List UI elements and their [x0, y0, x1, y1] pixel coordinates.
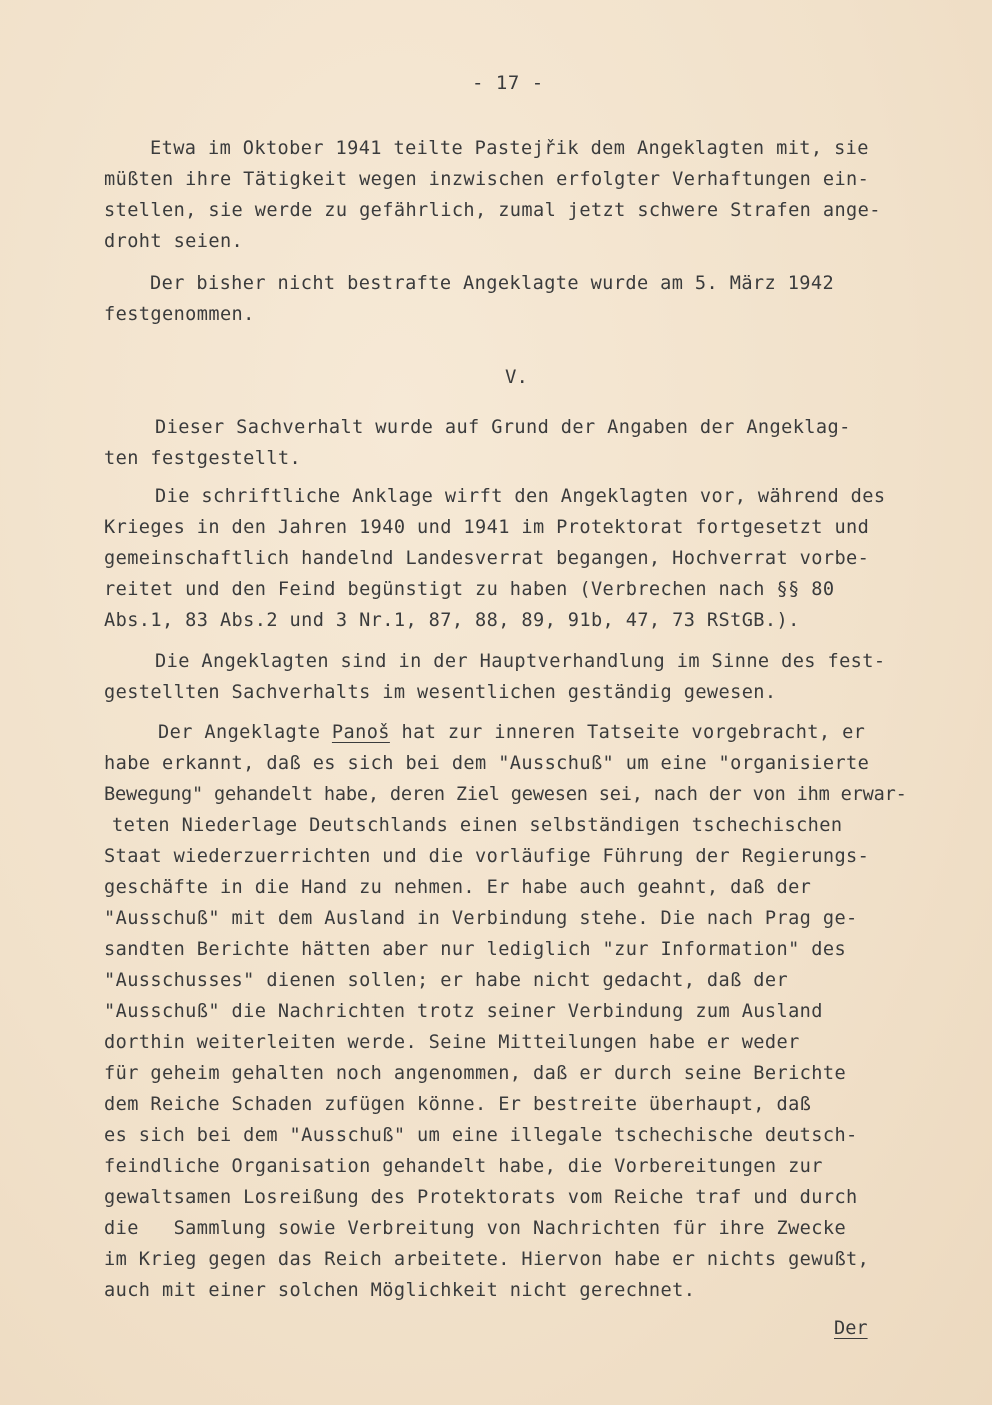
text-line: Bewegung" gehandelt habe, deren Ziel gewesen sei, nach der von ihm erwar- [104, 784, 907, 805]
text-line: Staat wiederzuerrichten und die vorläufige Führung der Regierungs- [104, 846, 870, 867]
defendant-name: Panoš [331, 722, 390, 743]
text-line: Abs.1, 83 Abs.2 und 3 Nr.1, 87, 88, 89, 91b, 47, 73 RStGB.). [104, 610, 800, 631]
text-line: geschäfte in die Hand zu nehmen. Er habe auch geahnt, daß der [104, 877, 812, 898]
text-line: Der bisher nicht bestrafte Angeklagte wurde am 5. März 1942 [150, 273, 835, 294]
text-line: dorthin weiterleiten werde. Seine Mitteilungen habe er weder [104, 1032, 800, 1053]
text-fragment: hat zur inneren Tatseite vorgebracht, er [389, 722, 866, 743]
text-line: droht seien. [104, 231, 244, 252]
text-line: teten Niederlage Deutschlands einen selbständigen tschechischen [112, 815, 843, 836]
text-line: Die schriftliche Anklage wirft den Angeklagten vor, während des [155, 486, 886, 507]
text-line: Krieges in den Jahren 1940 und 1941 im Protektorat fortgesetzt und [104, 517, 870, 538]
text-line: dem Reiche Schaden zufügen könne. Er bestreite überhaupt, daß [104, 1094, 812, 1115]
text-line: gestellten Sachverhalts im wesentlichen geständig gewesen. [104, 682, 777, 703]
page-number: - 17 - [472, 72, 544, 94]
text-line [158, 717, 865, 748]
text-line: "Ausschuß" die Nachrichten trotz seiner Verbindung zum Ausland [104, 1001, 823, 1022]
text-line: auch mit einer solchen Möglichkeit nicht gerechnet. [104, 1280, 696, 1301]
text-line: festgenommen. [104, 304, 255, 325]
catchword: Der [834, 1318, 868, 1339]
text-line: sandten Berichte hätten aber nur lediglich "zur Information" des [104, 939, 847, 960]
text-line: stellen, sie werde zu gefährlich, zumal jetzt schwere Strafen ange- [104, 200, 881, 221]
text-line: die Sammlung sowie Verbreitung von Nachrichten für ihre Zwecke [104, 1218, 847, 1239]
text-line: für geheim gehalten noch angenommen, daß er durch seine Berichte [104, 1063, 847, 1084]
text-line: ten festgestellt. [104, 448, 302, 469]
text-line: Dieser Sachverhalt wurde auf Grund der Angaben der Angeklag- [155, 417, 851, 438]
text-line: Etwa im Oktober 1941 teilte Pastejřik dem Angeklagten mit, sie [150, 138, 869, 159]
text-line: "Ausschusses" dienen sollen; er habe nicht gedacht, daß der [104, 970, 789, 991]
text-line: es sich bei dem "Ausschuß" um eine illegale tschechische deutsch- [104, 1125, 858, 1146]
text-line: gemeinschaftlich handelnd Landesverrat begangen, Hochverrat vorbe- [104, 548, 870, 569]
text-line: im Krieg gegen das Reich arbeitete. Hiervon habe er nichts gewußt, [104, 1249, 870, 1270]
text-line: reitet und den Feind begünstigt zu haben (Verbrechen nach §§ 80 [104, 579, 835, 600]
text-line: gewaltsamen Losreißung des Protektorats vom Reiche traf und durch [104, 1187, 858, 1208]
text-line: feindliche Organisation gehandelt habe, die Vorbereitungen zur [104, 1156, 823, 1177]
text-line: habe erkannt, daß es sich bei dem "Ausschuß" um eine "organisierte [104, 753, 870, 774]
text-fragment: Der Angeklagte [158, 722, 332, 743]
text-line: müßten ihre Tätigkeit wegen inzwischen erfolgter Verhaftungen ein- [104, 169, 870, 190]
text-line: "Ausschuß" mit dem Ausland in Verbindung stehe. Die nach Prag ge- [104, 908, 858, 929]
section-heading: V. [505, 366, 528, 388]
text-line: Die Angeklagten sind in der Hauptverhandlung im Sinne des fest- [155, 651, 886, 672]
